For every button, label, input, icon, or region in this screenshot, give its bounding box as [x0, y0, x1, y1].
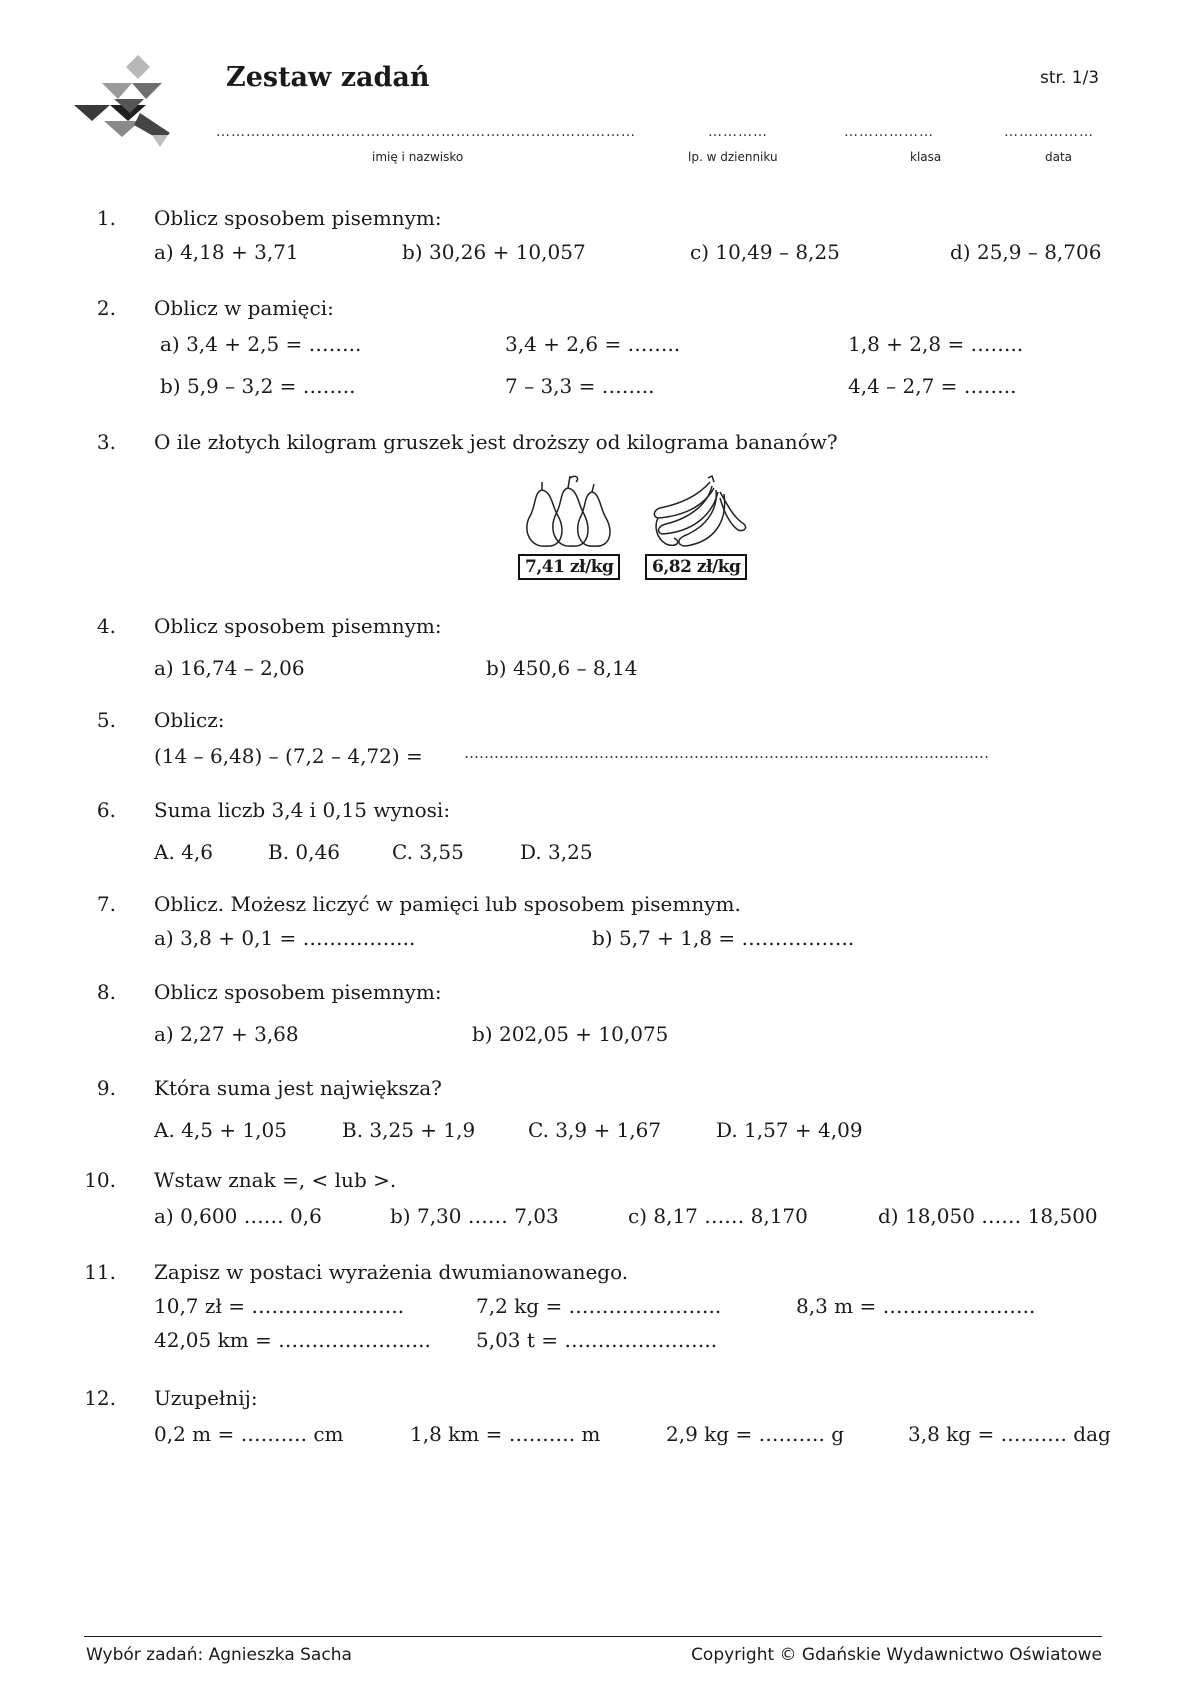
task-item-d: d) 18,050 …… 18,500: [878, 1204, 1098, 1228]
task-item-a: a) 3,8 + 0,1 = ……………..: [154, 926, 416, 950]
task-number: 2.: [96, 296, 116, 320]
option-d: D. 1,57 + 4,09: [716, 1118, 863, 1142]
task-item-c: 2,9 kg = ………. g: [666, 1422, 845, 1446]
name-field-label: imię i nazwisko: [372, 150, 464, 164]
price-tag-bananas: 6,82 zł/kg: [645, 554, 747, 580]
task-item-a: 0,2 m = ………. cm: [154, 1422, 344, 1446]
task-question: Oblicz w pamięci:: [154, 296, 334, 320]
task-question: O ile złotych kilogram gruszek jest droższy od kilograma bananów?: [154, 430, 838, 454]
task-question: Oblicz sposobem pisemnym:: [154, 206, 442, 230]
footer-copyright: Copyright © Gdańskie Wydawnictwo Oświatowe: [691, 1645, 1102, 1665]
task-item-a: a) 16,74 – 2,06: [154, 656, 305, 680]
task-expression: (14 – 6,48) – (7,2 – 4,72) =: [154, 744, 423, 768]
task-number: 6.: [96, 798, 116, 822]
task-question: Która suma jest największa?: [154, 1076, 442, 1100]
task-item-b: b) 7,30 …… 7,03: [390, 1204, 559, 1228]
option-d: D. 3,25: [520, 840, 593, 864]
task-question: Oblicz:: [154, 708, 225, 732]
task-item-r1c: 8,3 m = …………………..: [796, 1294, 1036, 1318]
task-number: 11.: [84, 1260, 116, 1284]
task-item-b: b) 450,6 – 8,14: [486, 656, 638, 680]
task-item-r2a: 42,05 km = …………………..: [154, 1328, 431, 1352]
task-item-r1a: 10,7 zł = …………………..: [154, 1294, 405, 1318]
task-number: 7.: [96, 892, 116, 916]
task-item-a: a) 4,18 + 3,71: [154, 240, 299, 264]
task-item-a: a) 0,600 …… 0,6: [154, 1204, 322, 1228]
task-question: Wstaw znak =, < lub >.: [154, 1168, 397, 1192]
task-question: Oblicz sposobem pisemnym:: [154, 980, 442, 1004]
task-question: Zapisz w postaci wyrażenia dwumianowanego.: [154, 1260, 629, 1284]
footer-author: Wybór zadań: Agnieszka Sacha: [86, 1645, 352, 1665]
klasa-field-dots: ………………: [844, 124, 934, 140]
name-field-dots: …………………………………………………………………………: [216, 124, 636, 140]
task-item-b2: 7 – 3,3 = ……..: [505, 374, 655, 398]
answer-dots: ……………………………………………………………………………………………: [464, 744, 989, 762]
publisher-logo: [74, 55, 186, 147]
option-c: C. 3,55: [392, 840, 464, 864]
task-number: 4.: [96, 614, 116, 638]
task-item-a1: a) 3,4 + 2,5 = ……..: [160, 332, 362, 356]
option-b: B. 0,46: [268, 840, 340, 864]
task-question: Oblicz. Możesz liczyć w pamięci lub sposobem pisemnym.: [154, 892, 741, 916]
task-item-r2b: 5,03 t = …………………..: [476, 1328, 718, 1352]
task-question: Oblicz sposobem pisemnym:: [154, 614, 442, 638]
page-title: Zestaw zadań: [226, 62, 430, 93]
option-a: A. 4,5 + 1,05: [154, 1118, 287, 1142]
footer-divider: [84, 1636, 1102, 1637]
task-item-d: d) 25,9 – 8,706: [950, 240, 1102, 264]
task-number: 8.: [96, 980, 116, 1004]
bananas-illustration: [648, 472, 748, 550]
task-number: 12.: [84, 1386, 116, 1410]
task-item-b1: b) 5,9 – 3,2 = ……..: [160, 374, 356, 398]
price-tag-pears: 7,41 zł/kg: [518, 554, 620, 580]
task-question: Suma liczb 3,4 i 0,15 wynosi:: [154, 798, 451, 822]
pears-illustration: [520, 472, 616, 550]
task-number: 3.: [96, 430, 116, 454]
task-item-r1b: 7,2 kg = …………………..: [476, 1294, 722, 1318]
option-c: C. 3,9 + 1,67: [528, 1118, 662, 1142]
task-number: 5.: [96, 708, 116, 732]
task-item-b: b) 202,05 + 10,075: [472, 1022, 669, 1046]
data-field-label: data: [1045, 150, 1073, 164]
option-a: A. 4,6: [154, 840, 213, 864]
task-item-d: 3,8 kg = ………. dag: [908, 1422, 1111, 1446]
task-item-a: a) 2,27 + 3,68: [154, 1022, 299, 1046]
task-item-c: c) 10,49 – 8,25: [690, 240, 840, 264]
task-item-b: b) 30,26 + 10,057: [402, 240, 586, 264]
task-item-b: b) 5,7 + 1,8 = ……………..: [592, 926, 855, 950]
lp-field-label: lp. w dzienniku: [688, 150, 778, 164]
option-b: B. 3,25 + 1,9: [342, 1118, 476, 1142]
data-field-dots: ………………: [1004, 124, 1094, 140]
lp-field-dots: …………: [708, 124, 768, 140]
task-number: 1.: [96, 206, 116, 230]
task-question: Uzupełnij:: [154, 1386, 258, 1410]
task-number: 10.: [84, 1168, 116, 1192]
task-item-a3: 1,8 + 2,8 = ……..: [848, 332, 1024, 356]
task-item-c: c) 8,17 …… 8,170: [628, 1204, 808, 1228]
task-item-b3: 4,4 – 2,7 = ……..: [848, 374, 1017, 398]
task-item-a2: 3,4 + 2,6 = ……..: [505, 332, 681, 356]
task-item-b: 1,8 km = ………. m: [410, 1422, 601, 1446]
task-number: 9.: [96, 1076, 116, 1100]
klasa-field-label: klasa: [910, 150, 942, 164]
page-number: str. 1/3: [1040, 68, 1100, 88]
